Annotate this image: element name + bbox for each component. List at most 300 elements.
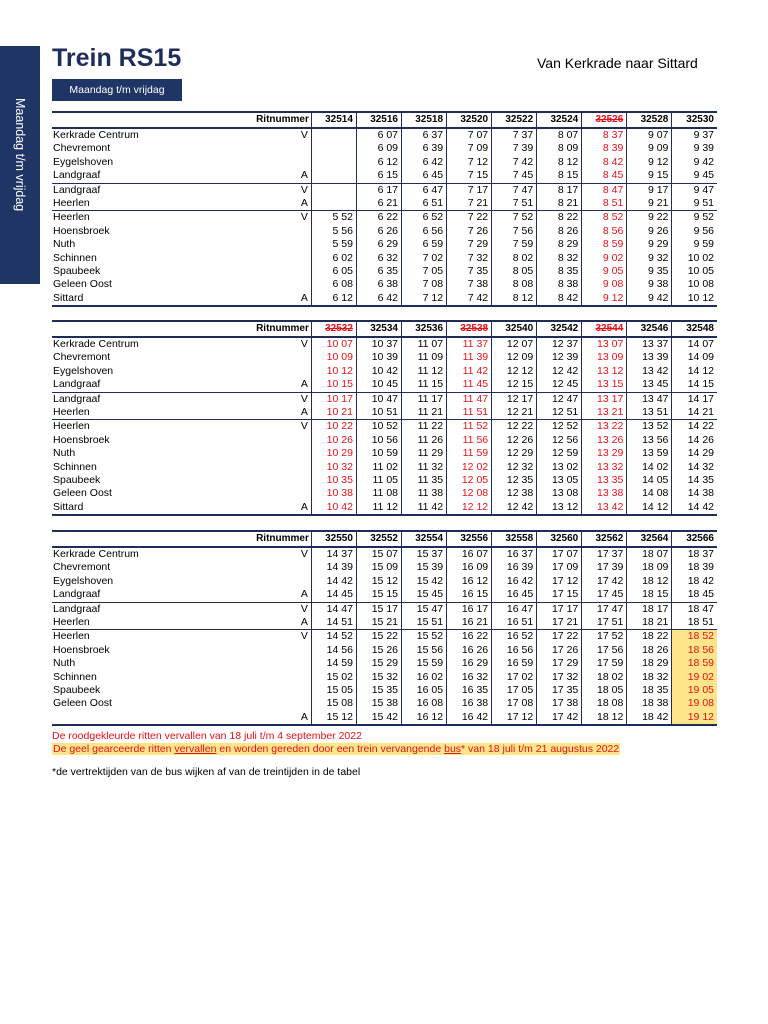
arrival-departure-marker <box>272 657 311 670</box>
departure-time: 17 21 <box>537 616 582 630</box>
table-row <box>52 684 717 697</box>
departure-time: 15 02 <box>311 671 356 684</box>
departure-time: 13 02 <box>537 461 582 474</box>
departure-time: 11 17 <box>402 392 447 406</box>
departure-time: 7 29 <box>447 238 492 251</box>
departure-time: 18 08 <box>582 697 627 710</box>
table-row <box>52 602 717 616</box>
departure-time <box>311 156 356 169</box>
departure-time: 9 37 <box>672 128 717 142</box>
departure-time: 18 42 <box>627 711 672 725</box>
arrival-departure-marker <box>272 487 311 500</box>
departure-time: 15 15 <box>356 588 401 602</box>
departure-time: 15 12 <box>311 711 356 725</box>
departure-time: 8 21 <box>537 197 582 211</box>
departure-time: 14 32 <box>672 461 717 474</box>
departure-time: 18 38 <box>627 697 672 710</box>
station-name: Geleen Oost <box>53 487 112 500</box>
departure-time: 10 26 <box>311 434 356 447</box>
departure-time: 13 08 <box>537 487 582 500</box>
departure-time: 12 32 <box>492 461 537 474</box>
departure-time: 16 22 <box>447 630 492 644</box>
note-bus-times: *de vertrektijden van de bus wijken af van de treintijden in de tabel <box>52 766 361 778</box>
table-row <box>52 711 717 725</box>
arrival-departure-marker: V <box>272 630 311 644</box>
departure-time: 13 07 <box>582 337 627 351</box>
departure-time: 11 42 <box>447 365 492 378</box>
departure-time: 15 05 <box>311 684 356 697</box>
train-number: 32538 <box>447 321 492 337</box>
departure-time: 8 32 <box>537 252 582 265</box>
departure-time: 18 59 <box>672 657 717 670</box>
ritnummer-label: Ritnummer <box>52 112 311 128</box>
arrival-departure-marker <box>272 365 311 378</box>
train-number: 32534 <box>356 321 401 337</box>
departure-time: 16 29 <box>447 657 492 670</box>
departure-time: 9 59 <box>672 238 717 251</box>
departure-time: 10 51 <box>356 406 401 420</box>
arrival-departure-marker: V <box>300 548 308 560</box>
departure-time: 11 09 <box>402 351 447 364</box>
table-row <box>52 588 717 602</box>
departure-time: 10 22 <box>311 420 356 434</box>
departure-time: 18 12 <box>627 575 672 588</box>
station-name: Landgraaf <box>53 169 101 182</box>
table-row <box>52 644 717 657</box>
note-cancelled: De roodgekleurde ritten vervallen van 18 juli t/m 4 september 2022 <box>52 730 362 742</box>
station-name: Landgraaf <box>52 602 272 616</box>
departure-time: 17 07 <box>537 547 582 561</box>
arrival-departure-marker <box>272 238 311 251</box>
departure-time: 6 32 <box>356 252 401 265</box>
departure-time: 8 05 <box>492 265 537 278</box>
departure-time: 15 09 <box>356 561 401 574</box>
table-row <box>52 337 717 351</box>
departure-time: 6 21 <box>356 197 401 211</box>
departure-time: 9 21 <box>627 197 672 211</box>
departure-time: 6 42 <box>402 156 447 169</box>
ritnummer-label: Ritnummer <box>52 531 311 547</box>
departure-time: 8 47 <box>582 183 627 197</box>
day-band: Maandag t/m vrijdag <box>52 79 182 101</box>
departure-time: 8 59 <box>582 238 627 251</box>
departure-time: 7 15 <box>447 169 492 183</box>
departure-time: 17 47 <box>582 602 627 616</box>
departure-time: 11 21 <box>402 406 447 420</box>
departure-time: 10 56 <box>356 434 401 447</box>
departure-time <box>311 128 356 142</box>
station-name: Sittard <box>53 500 84 513</box>
page-title: Trein RS15 <box>52 44 182 72</box>
departure-time: 11 52 <box>447 420 492 434</box>
departure-time: 11 12 <box>402 365 447 378</box>
departure-time: 10 45 <box>356 378 401 392</box>
departure-time: 10 29 <box>311 447 356 460</box>
departure-time: 9 51 <box>672 197 717 211</box>
departure-time: 8 39 <box>582 142 627 155</box>
station-name: Heerlen <box>53 616 90 629</box>
departure-time: 18 51 <box>672 616 717 630</box>
departure-time: 10 59 <box>356 447 401 460</box>
departure-time: 14 17 <box>672 392 717 406</box>
departure-time: 7 52 <box>492 211 537 225</box>
departure-time: 6 35 <box>356 265 401 278</box>
departure-time: 12 12 <box>447 501 492 515</box>
table-row <box>52 501 717 515</box>
note-bus-text-c: en worden gereden door een trein vervangende <box>216 743 445 755</box>
departure-time: 11 05 <box>356 474 401 487</box>
departure-time: 6 52 <box>402 211 447 225</box>
departure-time: 14 37 <box>311 547 356 561</box>
arrival-departure-marker: A <box>300 588 308 601</box>
arrival-departure-marker <box>272 252 311 265</box>
departure-time: 10 38 <box>311 487 356 500</box>
table-row <box>52 671 717 684</box>
station-name: Landgraaf <box>53 378 101 391</box>
departure-time: 18 47 <box>672 602 717 616</box>
arrival-departure-marker <box>272 474 311 487</box>
note-bus-replacement <box>52 743 620 755</box>
departure-time: 16 52 <box>492 630 537 644</box>
station-name: Landgraaf <box>52 183 272 197</box>
arrival-departure-marker: A <box>300 616 308 629</box>
departure-time: 6 02 <box>311 252 356 265</box>
departure-time: 8 51 <box>582 197 627 211</box>
departure-time: 15 42 <box>356 711 401 725</box>
departure-time: 6 56 <box>402 225 447 238</box>
departure-time: 13 38 <box>582 487 627 500</box>
departure-time: 15 45 <box>402 588 447 602</box>
arrival-departure-marker <box>272 697 311 710</box>
departure-time: 17 39 <box>582 561 627 574</box>
departure-time: 13 39 <box>627 351 672 364</box>
departure-time: 9 07 <box>627 128 672 142</box>
station-name: Geleen Oost <box>53 697 112 710</box>
departure-time: 16 59 <box>492 657 537 670</box>
table-row <box>52 128 717 142</box>
table-row <box>52 265 717 278</box>
departure-time: 17 51 <box>582 616 627 630</box>
departure-time: 8 07 <box>537 128 582 142</box>
note-bus-text-a: De geel gearceerde ritten <box>53 743 175 755</box>
table-row <box>52 278 717 291</box>
departure-time: 12 12 <box>492 365 537 378</box>
station-name: Kerkrade Centrum <box>53 338 139 350</box>
departure-time: 15 17 <box>356 602 401 616</box>
station-name: Nuth <box>53 447 76 460</box>
station-name: Eygelshoven <box>53 574 114 587</box>
departure-time: 14 02 <box>627 461 672 474</box>
train-number: 32566 <box>672 531 717 547</box>
station-name: Spaubeek <box>53 474 101 487</box>
departure-time: 14 35 <box>672 474 717 487</box>
arrival-departure-marker: V <box>272 183 311 197</box>
departure-time: 16 56 <box>492 644 537 657</box>
arrival-departure-marker <box>272 671 311 684</box>
departure-time: 13 05 <box>537 474 582 487</box>
departure-time: 11 42 <box>402 501 447 515</box>
arrival-departure-marker <box>272 156 311 169</box>
departure-time: 5 56 <box>311 225 356 238</box>
departure-time: 13 12 <box>582 365 627 378</box>
departure-time: 16 17 <box>447 602 492 616</box>
departure-time: 14 45 <box>311 588 356 602</box>
departure-time: 16 45 <box>492 588 537 602</box>
table-row <box>52 434 717 447</box>
departure-time: 11 07 <box>402 337 447 351</box>
departure-time: 8 56 <box>582 225 627 238</box>
departure-time: 12 39 <box>537 351 582 364</box>
departure-time: 6 07 <box>356 128 401 142</box>
station-name: Geleen Oost <box>53 278 112 291</box>
departure-time: 11 59 <box>447 447 492 460</box>
departure-time: 12 21 <box>492 406 537 420</box>
departure-time: 15 42 <box>402 575 447 588</box>
departure-time: 7 22 <box>447 211 492 225</box>
departure-time: 16 39 <box>492 561 537 574</box>
departure-time: 18 15 <box>627 588 672 602</box>
departure-time: 17 29 <box>537 657 582 670</box>
departure-time: 11 29 <box>402 447 447 460</box>
departure-time: 13 17 <box>582 392 627 406</box>
departure-time: 9 39 <box>672 142 717 155</box>
departure-time: 6 45 <box>402 169 447 183</box>
departure-time: 7 05 <box>402 265 447 278</box>
arrival-departure-marker: V <box>272 602 311 616</box>
departure-time: 18 12 <box>582 711 627 725</box>
departure-time: 8 02 <box>492 252 537 265</box>
header-row <box>52 531 717 547</box>
departure-time: 14 29 <box>672 447 717 460</box>
departure-time: 9 32 <box>627 252 672 265</box>
departure-time: 12 52 <box>537 420 582 434</box>
table-row <box>52 238 717 251</box>
train-number: 32526 <box>582 112 627 128</box>
arrival-departure-marker <box>272 575 311 588</box>
departure-time: 13 47 <box>627 392 672 406</box>
departure-time: 12 42 <box>492 501 537 515</box>
departure-time: 17 35 <box>537 684 582 697</box>
departure-time: 18 45 <box>672 588 717 602</box>
table-row <box>52 156 717 169</box>
departure-time: 8 17 <box>537 183 582 197</box>
arrival-departure-marker: A <box>300 500 308 513</box>
departure-time: 10 32 <box>311 461 356 474</box>
departure-time: 18 09 <box>627 561 672 574</box>
departure-time: 8 45 <box>582 169 627 183</box>
train-number: 32546 <box>627 321 672 337</box>
departure-time: 17 32 <box>537 671 582 684</box>
departure-time: 11 22 <box>402 420 447 434</box>
table-row <box>52 616 717 630</box>
departure-time: 11 47 <box>447 392 492 406</box>
header-row <box>52 321 717 337</box>
departure-time: 13 12 <box>537 501 582 515</box>
departure-time: 7 12 <box>402 292 447 306</box>
departure-time: 8 29 <box>537 238 582 251</box>
departure-time: 18 22 <box>627 630 672 644</box>
table-row <box>52 474 717 487</box>
departure-time: 12 22 <box>492 420 537 434</box>
station-name: Nuth <box>53 657 76 670</box>
departure-time: 18 26 <box>627 644 672 657</box>
departure-time: 16 42 <box>447 711 492 725</box>
side-tab <box>0 46 40 284</box>
departure-time: 13 22 <box>582 420 627 434</box>
departure-time: 19 12 <box>672 711 717 725</box>
table-row <box>52 252 717 265</box>
departure-time: 6 12 <box>311 292 356 306</box>
train-number: 32544 <box>582 321 627 337</box>
departure-time: 6 08 <box>311 278 356 291</box>
table-row <box>52 561 717 574</box>
departure-time: 6 38 <box>356 278 401 291</box>
departure-time: 13 29 <box>582 447 627 460</box>
train-number: 32518 <box>402 112 447 128</box>
departure-time: 6 22 <box>356 211 401 225</box>
departure-time: 15 52 <box>402 630 447 644</box>
departure-time: 7 51 <box>492 197 537 211</box>
departure-time: 14 05 <box>627 474 672 487</box>
departure-time: 8 38 <box>537 278 582 291</box>
departure-time: 10 02 <box>672 252 717 265</box>
departure-time: 14 12 <box>627 501 672 515</box>
train-number: 32560 <box>537 531 582 547</box>
departure-time: 6 39 <box>402 142 447 155</box>
arrival-departure-marker: V <box>300 338 308 350</box>
table-row <box>52 447 717 460</box>
table-row <box>52 197 717 211</box>
departure-time: 9 38 <box>627 278 672 291</box>
table-row <box>52 630 717 644</box>
departure-time: 17 15 <box>537 588 582 602</box>
arrival-departure-marker: V <box>272 211 311 225</box>
departure-time: 6 09 <box>356 142 401 155</box>
departure-time: 13 37 <box>627 337 672 351</box>
departure-time: 15 39 <box>402 561 447 574</box>
arrival-departure-marker <box>272 561 311 574</box>
departure-time: 13 32 <box>582 461 627 474</box>
departure-time: 16 05 <box>402 684 447 697</box>
arrival-departure-marker <box>272 644 311 657</box>
departure-time: 18 35 <box>627 684 672 697</box>
departure-time: 10 12 <box>672 292 717 306</box>
station-name: Heerlen <box>52 630 272 644</box>
departure-time: 12 56 <box>537 434 582 447</box>
departure-time: 12 15 <box>492 378 537 392</box>
departure-time <box>311 197 356 211</box>
table-row <box>52 657 717 670</box>
departure-time: 7 21 <box>447 197 492 211</box>
departure-time: 10 42 <box>311 501 356 515</box>
departure-time: 14 22 <box>672 420 717 434</box>
table-row <box>52 461 717 474</box>
departure-time: 8 12 <box>537 156 582 169</box>
timetable-1 <box>52 111 717 307</box>
station-name: Landgraaf <box>52 392 272 406</box>
departure-time: 13 42 <box>582 501 627 515</box>
departure-time: 18 52 <box>672 630 717 644</box>
departure-time: 13 26 <box>582 434 627 447</box>
train-number: 32552 <box>356 531 401 547</box>
departure-time: 14 47 <box>311 602 356 616</box>
departure-time: 12 47 <box>537 392 582 406</box>
departure-time: 18 05 <box>582 684 627 697</box>
departure-time: 12 09 <box>492 351 537 364</box>
departure-time: 10 08 <box>672 278 717 291</box>
departure-time: 7 08 <box>402 278 447 291</box>
departure-time: 13 21 <box>582 406 627 420</box>
departure-time: 7 26 <box>447 225 492 238</box>
table-row <box>52 575 717 588</box>
departure-time: 7 32 <box>447 252 492 265</box>
departure-time: 13 52 <box>627 420 672 434</box>
departure-time: 12 26 <box>492 434 537 447</box>
departure-time: 15 26 <box>356 644 401 657</box>
station-name: Chevremont <box>53 351 111 364</box>
train-number: 32528 <box>627 112 672 128</box>
departure-time: 7 35 <box>447 265 492 278</box>
arrival-departure-marker <box>272 447 311 460</box>
station-name: Schinnen <box>53 251 97 264</box>
departure-time: 9 12 <box>582 292 627 306</box>
table-row <box>52 487 717 500</box>
departure-time: 15 29 <box>356 657 401 670</box>
departure-time: 16 09 <box>447 561 492 574</box>
departure-time: 12 45 <box>537 378 582 392</box>
departure-time: 13 59 <box>627 447 672 460</box>
departure-time: 6 15 <box>356 169 401 183</box>
table-row <box>52 169 717 183</box>
departure-time: 7 07 <box>447 128 492 142</box>
departure-time: 14 51 <box>311 616 356 630</box>
departure-time: 18 21 <box>627 616 672 630</box>
departure-time: 8 09 <box>537 142 582 155</box>
arrival-departure-marker: V <box>272 392 311 406</box>
departure-time: 9 17 <box>627 183 672 197</box>
station-name: Chevremont <box>53 142 111 155</box>
train-number: 32536 <box>402 321 447 337</box>
departure-time: 10 15 <box>311 378 356 392</box>
departure-time: 16 47 <box>492 602 537 616</box>
train-number: 32532 <box>311 321 356 337</box>
departure-time: 5 59 <box>311 238 356 251</box>
departure-time: 6 12 <box>356 156 401 169</box>
table-row <box>52 406 717 420</box>
arrival-departure-marker: A <box>300 378 308 391</box>
station-name: Sittard <box>53 291 84 304</box>
departure-time: 9 52 <box>672 211 717 225</box>
departure-time: 7 37 <box>492 128 537 142</box>
departure-time: 6 29 <box>356 238 401 251</box>
departure-time: 15 08 <box>311 697 356 710</box>
arrival-departure-marker: A <box>300 710 308 723</box>
departure-time: 8 08 <box>492 278 537 291</box>
departure-time: 9 47 <box>672 183 717 197</box>
departure-time: 11 39 <box>447 351 492 364</box>
departure-time: 14 56 <box>311 644 356 657</box>
departure-time: 12 37 <box>537 337 582 351</box>
station-name: Heerlen <box>53 197 90 210</box>
arrival-departure-marker: A <box>300 169 308 182</box>
departure-time: 14 42 <box>672 501 717 515</box>
departure-time: 14 12 <box>672 365 717 378</box>
train-number: 32554 <box>402 531 447 547</box>
departure-time: 7 42 <box>447 292 492 306</box>
departure-time: 8 52 <box>582 211 627 225</box>
table-row <box>52 292 717 306</box>
table-row <box>52 142 717 155</box>
